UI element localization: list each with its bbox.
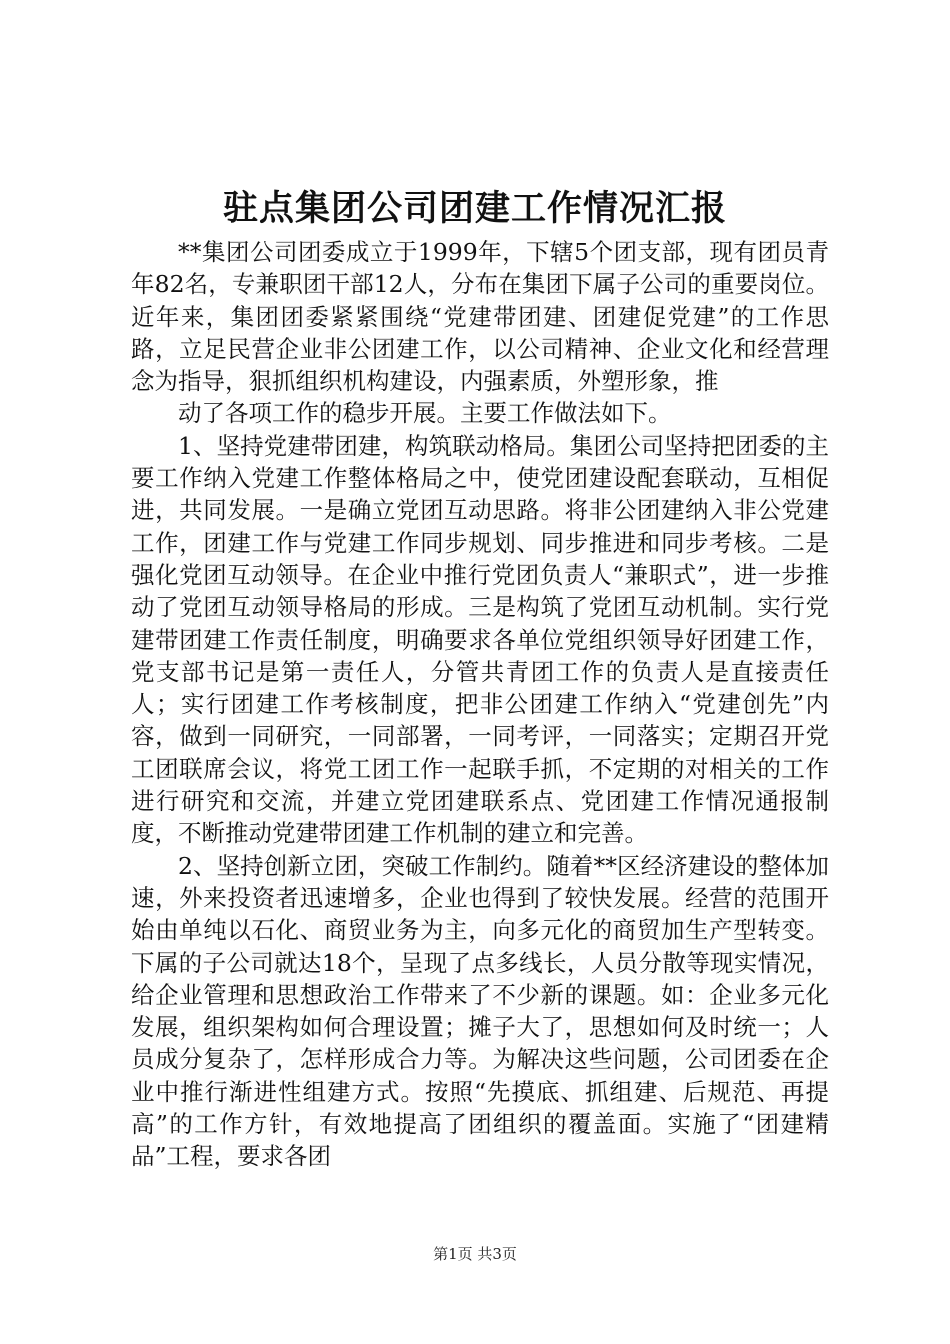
document-body — [131, 236, 829, 1173]
paragraph-section-1: 1、坚持党建带团建，构筑联动格局。集团公司坚持把团委的主要工作纳入党建工作整体格局之中，使党团建设配套联动，互相促进，共同发展。一是确立党团互动思路。将非公团建纳入非公党建工作，团建工作与党建工作同步规划、同步推进和同步考核。二是强化党团互动领导。在企业中推行党团负责人“兼职式”，进一步推动了党团互动领导格局的形成。三是构筑了党团互动机制。实行党建带团建工作责任制度，明确要求各单位党组织领导好团建工作，党支部书记是第一责任人，分管共青团工作的负责人是直接责任人；实行团建工作考核制度，把非公团建工作纳入“党建创先”内容，做到一同研究，一同部署，一同考评，一同落实；定期召开党工团联席会议，将党工团工作一起联手抓，不定期的对相关的工作进行研究和交流，并建立党团建联系点、党团建工作情况通报制度，不断推动党建带团建工作机制的建立和完善。 — [131, 431, 829, 848]
paragraph-section-2: 2、坚持创新立团，突破工作制约。随着**区经济建设的整体加速，外来投资者迅速增多，企业也得到了较快发展。经营的范围开始由单纯以石化、商贸业务为主，向多元化的商贸加生产型转变。下属的子公司就达18个，呈现了点多线长，人员分散等现实情况，给企业管理和思想政治工作带来了不少新的课题。如：企业多元化发展，组织架构如何合理设置；摊子大了，思想如何及时统一；人员成分复杂了，怎样形成合力等。为解决这些问题，公司团委在企业中推行渐进性组建方式。按照“先摸底、抓组建、后规范、再提高”的工作方针，有效地提高了团组织的覆盖面。实施了“团建精品”工程，要求各团 — [131, 851, 829, 1171]
paragraph-intro-continued: 动了各项工作的稳步开展。主要工作做法如下。 — [178, 399, 672, 428]
document-title: 驻点集团公司团建工作情况汇报 — [222, 189, 727, 229]
page-footer: 第1页 共3页 — [433, 1245, 517, 1263]
paragraph-intro: **集团公司团委成立于1999年，下辖5个团支部，现有团员青年82名，专兼职团干部12人，分布在集团下属子公司的重要岗位。近年来，集团团委紧紧围绕“党建带团建、团建促党建”的工作思路，立足民营企业非公团建工作，以公司精神、企业文化和经营理念为指导，狠抓组织机构建设，内强素质，外塑形象，推 — [131, 238, 829, 396]
